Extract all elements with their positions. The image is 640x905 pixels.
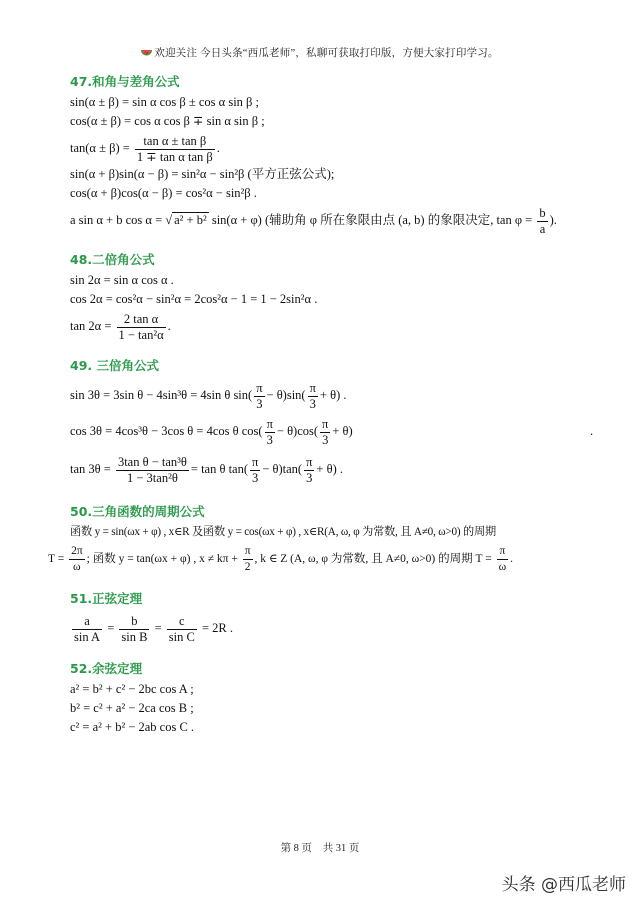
denominator: 2: [244, 560, 251, 573]
numerator: a: [72, 614, 102, 630]
section-title: 48.二倍角公式: [70, 252, 155, 267]
page-footer: [0, 840, 640, 855]
numerator: π: [306, 454, 313, 469]
formula-paragraph: [48, 542, 610, 576]
denominator: 1 ∓ tan α tan β: [136, 149, 213, 164]
section-title: 51.正弦定理: [70, 591, 143, 606]
denominator: 3: [322, 432, 329, 447]
formula-text: ; 函数 y = tan(ωx + φ) , x ≠ kπ +: [86, 553, 238, 565]
formula-line: [70, 309, 610, 343]
denominator: ω: [73, 560, 81, 573]
formula-line: [70, 377, 610, 413]
header-text: 欢迎关注 今日头条“西瓜老师”，私聊可获取打印版，方便大家打印学习。: [154, 48, 499, 59]
fraction: [116, 455, 189, 486]
formula-content: [48, 72, 610, 750]
formula-text: cos 3θ = 4cos³θ − 3cos θ = 4cos θ cos(: [70, 424, 263, 438]
formula-line: sin(α + β)sin(α − β) = sin²α − sin²β (平方正弦公式);: [70, 167, 335, 181]
numerator: π: [266, 416, 273, 431]
section-title: 52.余弦定理: [70, 661, 143, 676]
numerator: π: [322, 416, 329, 431]
denominator: 3: [252, 470, 259, 485]
denominator: 1 − tan²α: [118, 327, 164, 342]
formula-line: sin(α ± β) = sin α cos β ± cos α sin β ;: [70, 95, 260, 109]
watermelon-icon: [141, 49, 152, 57]
watermark: 头条 @西瓜老师: [501, 875, 626, 895]
denominator: 3: [309, 396, 316, 411]
sqrt-radicand: a² + b²: [174, 213, 207, 227]
fraction: [69, 544, 85, 575]
denominator: 3: [266, 432, 273, 447]
formula-paragraph: 函数 y = sin(ωx + φ) , x∈R 及函数 y = cos(ωx + φ) , x∈R(A, ω, φ 为常数, 且 A≠0, ω>0) 的周期: [70, 526, 496, 538]
fraction: [537, 206, 547, 237]
denominator: sin B: [121, 629, 148, 644]
numerator: 3tan θ − tan³θ: [117, 454, 187, 469]
section-50: [48, 502, 610, 576]
section-52: [70, 659, 610, 737]
denominator: 3: [256, 396, 263, 411]
numerator: π: [243, 544, 253, 560]
numerator: 2π: [69, 544, 85, 560]
formula-text: = 2R .: [201, 621, 233, 635]
page-total: 共 31 页: [322, 843, 360, 854]
formula-text: .: [167, 319, 171, 333]
formula-line: [70, 449, 610, 489]
section-49: [70, 356, 610, 489]
fraction: [119, 614, 149, 645]
formula-text: a sin α + b cos α =: [70, 213, 163, 227]
numerator: b: [539, 205, 546, 220]
denominator: ω: [498, 560, 507, 573]
denominator: 3: [306, 470, 313, 485]
numerator: 2 tan α: [117, 312, 166, 328]
formula-line: a² = b² + c² − 2bc cos A ;: [70, 682, 194, 696]
fraction: [497, 544, 509, 575]
denominator: sin A: [74, 629, 101, 644]
formula-line: sin 2α = sin α cos α .: [70, 273, 174, 287]
fraction: [320, 417, 330, 448]
formula-line: b² = c² + a² − 2ca cos B ;: [70, 701, 194, 715]
section-47: [70, 72, 610, 237]
formula-text: + θ) .: [316, 462, 343, 476]
formula-text: .: [590, 424, 594, 438]
formula-text: + θ) .: [319, 388, 347, 402]
formula-text: sin 3θ = 3sin θ − 4sin³θ = 4sin θ sin(: [70, 388, 253, 402]
numerator: π: [252, 454, 259, 469]
formula-text: tan 3θ =: [70, 462, 111, 476]
formula-text: ).: [549, 213, 557, 227]
fraction: [243, 544, 253, 575]
formula-text: =: [107, 621, 115, 635]
section-48: [70, 250, 610, 343]
formula-text: + θ): [332, 424, 353, 438]
numerator: π: [497, 544, 509, 560]
numerator: π: [309, 380, 316, 395]
numerator: b: [119, 614, 149, 630]
formula-text: − θ)tan(: [262, 462, 303, 476]
formula-text: tan(α ± β) =: [70, 141, 130, 155]
formula-text: − θ)cos(: [276, 424, 319, 438]
numerator: c: [167, 614, 197, 630]
formula-line: cos(α + β)cos(α − β) = cos²α − sin²β .: [70, 186, 257, 200]
fraction: [167, 614, 197, 645]
formula-line: [70, 131, 610, 165]
fraction: [250, 455, 260, 486]
section-title: 49. 三倍角公式: [70, 358, 159, 373]
formula-text: T =: [48, 553, 65, 565]
fraction: [254, 381, 264, 412]
denominator: a: [539, 221, 546, 236]
denominator: sin C: [168, 629, 195, 644]
page-number: 第 8 页: [280, 843, 313, 854]
denominator: 1 − 3tan²θ: [127, 470, 178, 485]
section-51: [70, 589, 610, 646]
section-title: 47.和角与差角公式: [70, 74, 180, 89]
formula-text: − θ)sin(: [266, 388, 306, 402]
formula-text: .: [510, 553, 514, 565]
formula-text: tan 2α =: [70, 319, 112, 333]
numerator: π: [256, 380, 263, 395]
formula-line: c² = a² + b² − 2ab cos C .: [70, 720, 195, 734]
fraction: [117, 312, 166, 343]
section-title: 50.三角函数的周期公式: [70, 504, 205, 519]
formula-text: = tan θ tan(: [190, 462, 249, 476]
formula-line: cos 2α = cos²α − sin²α = 2cos²α − 1 = 1 − 2sin²α .: [70, 292, 318, 306]
fraction: [265, 417, 275, 448]
fraction: [304, 455, 314, 486]
formula-line: [70, 413, 610, 449]
formula-line: a sin α + b cos α = √ a² + b² sin(α + φ) (辅助角 φ 所在象限由点 (a, b) 的象限决定, tan φ = $\frac{b}{a}$ ).: [70, 205, 557, 236]
formula-text: , k ∈ Z (A, ω, φ 为常数, 且 A≠0, ω>0) 的周期 T =: [254, 553, 492, 565]
formula-text: sin(α + φ) (辅助角 φ 所在象限由点 (a, b) 的象限决定, tan φ =: [211, 213, 533, 227]
formula-text: .: [216, 141, 220, 155]
formula-text: =: [154, 621, 162, 635]
numerator: tan α ± tan β: [135, 134, 215, 150]
formula-line: [70, 610, 610, 646]
fraction: [72, 614, 102, 645]
page-header: [0, 45, 640, 60]
fraction: [135, 134, 215, 165]
formula-line: cos(α ± β) = cos α cos β ∓ sin α sin β ;: [70, 114, 265, 128]
fraction: [308, 381, 318, 412]
